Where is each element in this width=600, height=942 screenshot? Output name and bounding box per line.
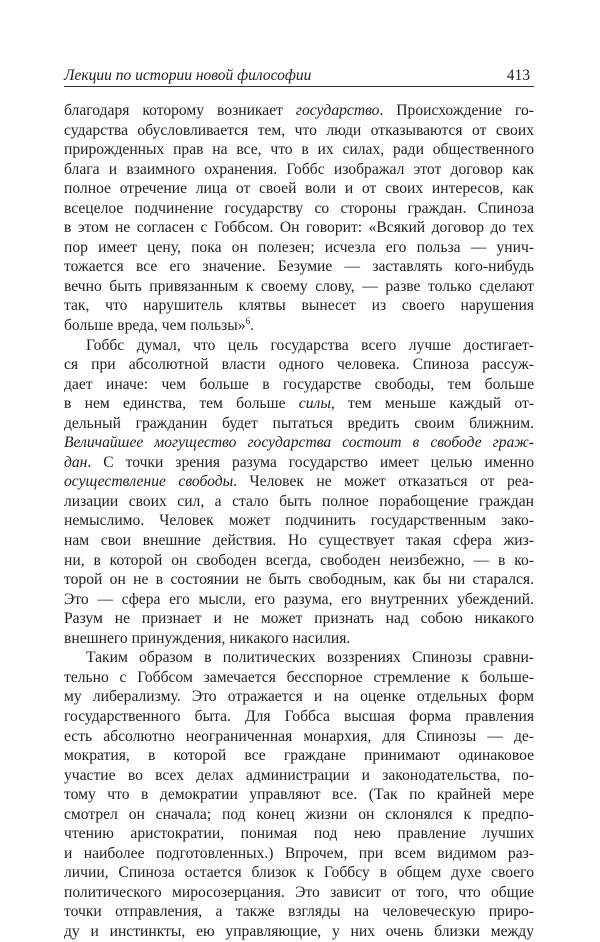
- text-segment: му либерализму. Это отражается и на оценке отдельных форм: [64, 688, 534, 706]
- text-line: [64, 238, 534, 258]
- text-segment: и наиболее подготовленных.) Впрочем, при всем видимом раз-: [64, 844, 534, 862]
- text-segment: . Происхождение го-: [379, 102, 534, 119]
- text-segment: . С точки зрения разума государство имеет целью именно: [87, 453, 534, 471]
- text-segment: есть абсолютно неограниченная монархия, для Спинозы — де-: [64, 727, 534, 745]
- text-line: [64, 531, 534, 551]
- text-segment: личии, Спиноза остается близок к Гоббсу в общем духе своего: [64, 864, 534, 882]
- text-line: [64, 160, 534, 180]
- text-segment: ду и инстинкты, ею управляющие, у них очень близки между: [64, 922, 534, 940]
- text-line: [64, 101, 534, 121]
- text-line: [64, 746, 534, 766]
- text-line: [64, 824, 534, 844]
- running-head: [64, 66, 534, 87]
- text-line: [64, 727, 534, 747]
- body-text: [64, 101, 534, 942]
- text-line: [64, 296, 534, 316]
- text-segment: мократия, в которой все граждане принимают одинаковое: [64, 747, 534, 765]
- text-segment: немыслимо. Человек может подчинить государственным зако-: [64, 512, 534, 530]
- text-line: [64, 277, 534, 297]
- text-segment: дельный гражданин будет пытаться вредить своим ближним.: [64, 414, 534, 432]
- text-segment: Это — сфера его мысли, его разума, его внутренних убеждений.: [64, 590, 534, 608]
- text-segment: Разум не признает и не может признать над собою никакого: [64, 610, 534, 628]
- italic-text: осуществление свободы: [64, 473, 234, 491]
- text-line: [64, 492, 534, 512]
- text-segment: . Человек не может отказаться от реа-: [233, 473, 534, 491]
- text-line: [64, 121, 534, 141]
- text-line: [64, 687, 534, 707]
- text-line: [64, 433, 534, 453]
- text-line: [64, 336, 534, 356]
- page-number: 413: [506, 67, 530, 84]
- text-segment: чтению аристократии, понимая под нею правление лучших: [64, 825, 534, 843]
- text-segment: дает иначе: чем больше в государстве свободы, тем больше: [64, 375, 534, 393]
- text-segment: смотрел он сначала; под конец жизни он склонялся к предпо-: [64, 805, 534, 823]
- text-line: [64, 648, 534, 668]
- text-segment: сударства обусловливается тем, что люди отказываются от своих: [64, 121, 534, 139]
- text-line: [64, 140, 534, 160]
- text-segment: , тем меньше каждый от-: [330, 395, 534, 413]
- text-segment: государственного быта. Для Гоббса высшая форма правления: [64, 707, 534, 725]
- text-line: [64, 472, 534, 492]
- text-segment: тожается все его значение. Безумие — заставлять кого-нибудь: [64, 258, 534, 276]
- text-line: [64, 551, 534, 571]
- text-line: [64, 316, 534, 336]
- text-line: [64, 707, 534, 727]
- text-segment: точки отправления, а также взгляды на человеческую приро-: [64, 903, 534, 921]
- text-line: [64, 355, 534, 375]
- text-line: [64, 570, 534, 590]
- text-segment: Таким образом в политических воззрениях Спинозы сравни-: [86, 649, 534, 667]
- text-line: [64, 629, 534, 649]
- text-line: [64, 590, 534, 610]
- text-segment: благодаря которому возникает: [64, 102, 296, 119]
- text-segment: больше вреда, чем пользы»: [64, 317, 246, 335]
- italic-text: государство: [295, 102, 380, 119]
- running-head-title: Лекции по истории новой философии: [64, 67, 312, 84]
- text-segment: пор имеет цену, пока он полезен; исчезла его польза — унич-: [64, 238, 534, 256]
- text-line: [64, 453, 534, 473]
- text-line: [64, 902, 534, 922]
- text-line: [64, 257, 534, 277]
- text-line: [64, 394, 534, 414]
- footnote-ref: 6: [245, 315, 251, 326]
- text-line: [64, 414, 534, 434]
- text-segment: полное отречение лица от своей воли и от своих интересов, как: [64, 180, 534, 198]
- text-segment: участие во всех делах администрации и законодательства, по-: [64, 766, 534, 784]
- text-line: [64, 609, 534, 629]
- text-segment: вечно быть привязанным к своему слову, — разве только сделают: [64, 277, 534, 295]
- text-line: [64, 766, 534, 786]
- italic-text: дан: [64, 453, 88, 471]
- text-line: [64, 375, 534, 395]
- text-segment: блага и взаимного охранения. Гоббс изображал этот договор как: [64, 160, 534, 178]
- text-segment: в нем единства, тем больше: [64, 395, 299, 413]
- text-segment: торой он не в состоянии не быть свободным, как бы ни старался.: [64, 571, 534, 589]
- text-segment: Гоббс думал, что цель государства всего лучше достигает-: [86, 336, 534, 354]
- text-segment: нам свои внешние действия. Но существует такая сфера жиз-: [64, 532, 534, 550]
- text-segment: ни, в которой он свободен всегда, свободен неизбежно, — в ко-: [64, 551, 534, 569]
- text-segment: лизации своих сил, а стало быть полное порабощение граждан: [64, 492, 534, 510]
- text-segment: всецелое подчинение государству со стороны граждан. Спиноза: [64, 199, 534, 217]
- text-line: [64, 883, 534, 903]
- text-line: [64, 668, 534, 688]
- text-line: [64, 511, 534, 531]
- text-segment: прирожденных прав на все, что в их силах, ради общественного: [64, 141, 534, 159]
- text-segment: тому что в демократии управляют все. (Так по крайней мере: [64, 786, 534, 804]
- text-segment: в этом не согласен с Гоббсом. Он говорит: «Всякий договор до тех: [64, 219, 534, 237]
- text-line: [64, 218, 534, 238]
- italic-text: Величайшее могущество государства состоит в свободе граж-: [64, 434, 534, 452]
- text-segment: .: [250, 317, 254, 335]
- text-line: [64, 863, 534, 883]
- text-segment: ся при абсолютной власти одного человека. Спиноза рассуж-: [64, 356, 534, 374]
- italic-text: силы: [298, 395, 331, 413]
- text-segment: так, что нарушитель клятвы вынесет из своего нарушения: [64, 297, 534, 315]
- text-line: [64, 785, 534, 805]
- text-line: [64, 805, 534, 825]
- text-segment: внешнего принуждения, никакого насилия.: [64, 629, 351, 647]
- text-segment: политического миросозерцания. Это зависит от того, что общие: [64, 883, 534, 901]
- text-line: [64, 922, 534, 942]
- text-line: [64, 199, 534, 219]
- text-segment: тельно с Гоббсом замечается бесспорное стремление к больше-: [64, 668, 534, 686]
- text-line: [64, 179, 534, 199]
- text-line: [64, 844, 534, 864]
